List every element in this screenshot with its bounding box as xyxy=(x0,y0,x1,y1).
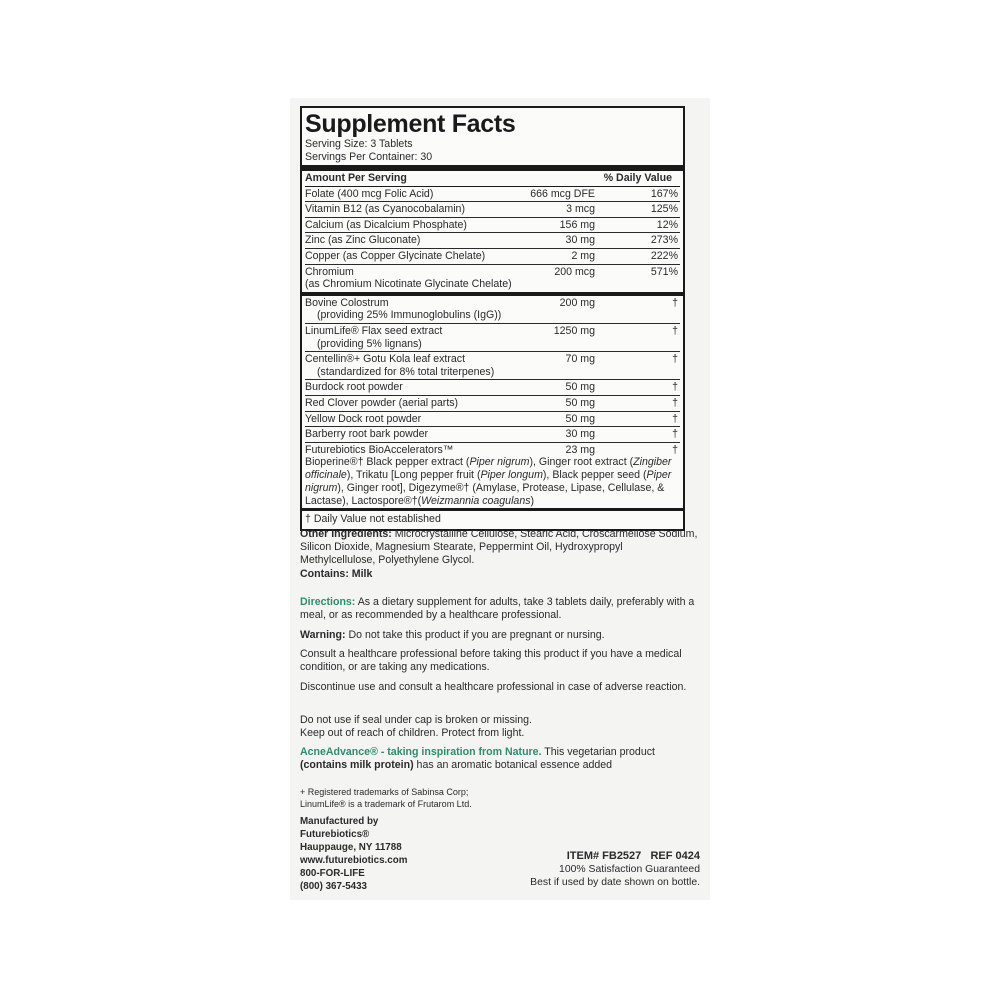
manufacturer-brand: Futurebiotics® xyxy=(300,829,370,840)
nutrient-name-sub: (as Chromium Nicotinate Glycinate Chelate) xyxy=(305,278,512,291)
ingredient-name: Futurebiotics BioAccelerators™ xyxy=(305,443,454,456)
facts-row xyxy=(305,442,680,509)
other-ingredients-text: Microcrystalline Cellulose, Stearic Acid, Croscarmellose Sodium, Silicon Dioxide, Magnesium Stearate, Peppermint Oil, Hydroxypropyl Methylcellulose, Polyethylene Glycol. xyxy=(300,528,698,567)
nutrient-name: Calcium (as Dicalcium Phosphate) xyxy=(305,218,467,231)
nutrient-dv: 12% xyxy=(656,218,678,231)
ingredient-amount: 30 mg xyxy=(565,428,595,441)
desc-italic: Piper nigrum xyxy=(305,469,672,494)
ref-number: REF 0424 xyxy=(650,850,700,862)
facts-row xyxy=(305,351,680,379)
nutrient-amount: 2 mg xyxy=(571,249,595,262)
discontinue-text: Discontinue use and consult a healthcare professional in case of adverse reaction. xyxy=(300,681,687,693)
ingredient-amount: 200 mg xyxy=(559,296,595,309)
facts-row xyxy=(305,296,680,323)
ingredient-dv: † xyxy=(672,443,678,456)
desc-text: ), Ginger root extract ( xyxy=(529,456,634,469)
facts-header-row xyxy=(305,171,680,186)
nutrient-amount: 200 mcg xyxy=(554,265,595,278)
desc-text: ), Trikatu [Long pepper fruit ( xyxy=(346,469,481,482)
ingredient-dv: † xyxy=(672,412,678,425)
servings-per-container: Servings Per Container: 30 xyxy=(305,150,433,163)
ingredient-name: Burdock root powder xyxy=(305,381,403,394)
manufacturer-website: www.futurebiotics.com xyxy=(300,855,408,866)
warning xyxy=(300,629,700,642)
ingredient-dv: † xyxy=(672,381,678,394)
nutrient-name xyxy=(305,266,523,291)
ingredient-name-sub: (providing 5% lignans) xyxy=(317,337,422,350)
nutrient-amount: 30 mg xyxy=(565,234,595,247)
daily-value-header: % Daily Value xyxy=(603,172,672,184)
manufacturer-address: Hauppauge, NY 11788 xyxy=(300,842,402,853)
nutrient-dv: 167% xyxy=(650,187,678,200)
ingredient-dv: † xyxy=(672,353,678,366)
facts-row xyxy=(305,232,680,248)
warning-label: Warning: xyxy=(300,629,346,641)
directions-text: As a dietary supplement for adults, take 3 tablets daily, preferably with a meal, or as recommended by a healthcare professional. xyxy=(300,596,695,622)
facts-row xyxy=(305,426,680,442)
tagline-bold: (contains milk protein) xyxy=(300,759,414,772)
desc-italic: Weizmannia coagulans xyxy=(421,494,531,507)
ingredient-name xyxy=(305,325,523,350)
ingredient-name: Barberry root bark powder xyxy=(305,428,429,441)
other-ingredients xyxy=(300,528,700,581)
directions-label: Directions: xyxy=(300,596,356,608)
desc-text: ) xyxy=(530,494,535,507)
satisfaction-guarantee: 100% Satisfaction Guaranteed xyxy=(559,864,700,875)
manufacturer-phone: (800) 367-5433 xyxy=(300,881,367,892)
item-ref-line xyxy=(530,850,700,863)
ingredient-name: Red Clover powder (aerial parts) xyxy=(305,396,459,409)
other-ingredients-label: Other Ingredients: xyxy=(300,528,392,540)
nutrient-dv: 125% xyxy=(650,203,678,216)
supplement-facts-panel xyxy=(300,106,685,531)
keep-out-text: Keep out of reach of children. Protect from light. xyxy=(300,727,525,739)
tagline-text: This vegetarian product xyxy=(541,746,655,758)
facts-row xyxy=(305,186,680,202)
tagline-brand: AcneAdvance® - taking inspiration from Nature. xyxy=(300,746,542,758)
facts-row xyxy=(305,217,680,233)
ingredient-name-main: Centellin®+ Gotu Kola leaf extract xyxy=(305,353,466,366)
nutrient-amount: 666 mcg DFE xyxy=(530,187,595,200)
item-info xyxy=(530,850,700,889)
ingredient-amount: 50 mg xyxy=(565,412,595,425)
nutrient-amount: 156 mg xyxy=(559,218,595,231)
ingredient-dv: † xyxy=(672,296,678,309)
manufacturer-phone-word: 800-FOR-LIFE xyxy=(300,868,365,879)
ingredient-name-sub: (standardized for 8% total triterpenes) xyxy=(317,365,495,378)
desc-text: Bioperine®† Black pepper extract ( xyxy=(305,456,470,469)
serving-size: Serving Size: 3 Tablets xyxy=(305,138,413,150)
consult-text: Consult a healthcare professional before taking this product if you have a medical condition, or are taking any medications. xyxy=(300,648,682,674)
trademarks xyxy=(300,786,700,810)
desc-italic: Zingiber officinale xyxy=(305,456,672,482)
ingredient-name xyxy=(305,353,523,378)
ingredient-dv: † xyxy=(672,396,678,409)
ingredient-amount: 23 mg xyxy=(565,443,595,456)
ingredient-name-sub: (providing 25% Immunoglobulins (IgG)) xyxy=(317,309,502,322)
facts-title: Supplement Facts xyxy=(305,110,516,138)
ingredient-name xyxy=(305,297,523,322)
ingredient-amount: 70 mg xyxy=(565,353,595,366)
seal-text: Do not use if seal under cap is broken or missing. xyxy=(300,714,533,726)
bioaccelerators-description xyxy=(305,456,680,507)
ingredient-name-main: LinumLife® Flax seed extract xyxy=(305,324,443,337)
ingredient-name-main: Bovine Colostrum xyxy=(305,296,389,309)
item-number: ITEM# FB2527 xyxy=(566,850,642,862)
facts-row xyxy=(305,248,680,264)
nutrient-amount: 3 mcg xyxy=(566,203,595,216)
contains-milk: Contains: Milk xyxy=(300,567,373,580)
ingredient-name: Yellow Dock root powder xyxy=(305,412,422,425)
nutrient-name: Copper (as Copper Glycinate Chelate) xyxy=(305,249,486,262)
nutrient-name: Folate (400 mcg Folic Acid) xyxy=(305,187,434,200)
ingredient-amount: 50 mg xyxy=(565,381,595,394)
nutrient-dv: 273% xyxy=(650,234,678,247)
desc-text: ), Black pepper seed ( xyxy=(542,469,647,482)
ingredient-amount: 50 mg xyxy=(565,396,595,409)
desc-text: ), Ginger root], Digezyme®† (Amylase, Protease, Lipase, Cellulase, & Lactase), Lactospore®†( xyxy=(305,481,665,507)
manufacturer-info xyxy=(300,815,500,893)
product-label xyxy=(290,98,710,900)
directions xyxy=(300,596,700,622)
facts-footnote: † Daily Value not established xyxy=(302,508,683,527)
facts-row xyxy=(305,264,680,292)
ingredient-dv: † xyxy=(672,428,678,441)
facts-row xyxy=(305,411,680,427)
trademark-line: LinumLife® is a trademark of Frutarom Ltd. xyxy=(300,799,472,809)
warning-text: Do not take this product if you are pregnant or nursing. xyxy=(345,629,605,641)
nutrient-name: Vitamin B12 (as Cyanocobalamin) xyxy=(305,203,465,216)
nutrient-name-main: Chromium xyxy=(305,265,354,278)
desc-italic: Piper longum xyxy=(480,469,543,482)
desc-italic: Piper nigrum xyxy=(469,456,530,469)
ingredient-amount: 1250 mg xyxy=(553,324,595,337)
nutrient-name: Zinc (as Zinc Gluconate) xyxy=(305,234,421,247)
tagline-text-end: has an aromatic botanical essence added xyxy=(413,759,613,772)
nutrient-dv: 222% xyxy=(650,249,678,262)
manufacturer-line: Manufactured by xyxy=(300,816,379,827)
facts-row xyxy=(305,323,680,351)
amount-per-serving-header: Amount Per Serving xyxy=(305,172,407,184)
product-tagline xyxy=(300,746,700,772)
trademark-line: + Registered trademarks of Sabinsa Corp; xyxy=(300,787,469,797)
facts-row xyxy=(305,395,680,411)
facts-row xyxy=(305,379,680,395)
nutrient-dv: 571% xyxy=(650,265,678,278)
best-if-used: Best if used by date shown on bottle. xyxy=(530,877,700,888)
facts-row xyxy=(305,201,680,217)
ingredient-dv: † xyxy=(672,324,678,337)
